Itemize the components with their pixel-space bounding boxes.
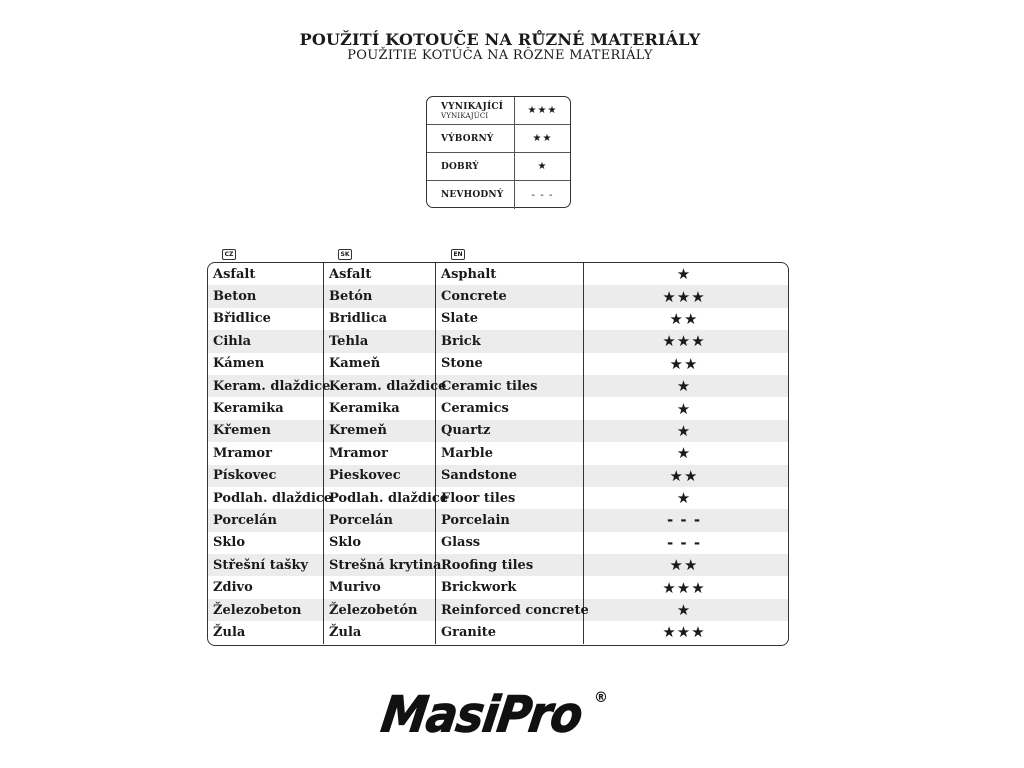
rating-cell: ★★ [669, 556, 699, 575]
legend-rating-stars: ★★ [532, 133, 553, 144]
material-sk-cell: Murivo [324, 576, 436, 598]
legend-label-main: VYNIKAJÍCÍ [441, 101, 504, 112]
legend-rating-stars: ★ [537, 161, 548, 172]
material-cz-cell: Porcelán [208, 509, 324, 531]
table-row [208, 308, 788, 330]
material-en-cell: Slate [436, 308, 584, 330]
rating-cell: ★ [676, 444, 692, 463]
rating-cell: ★★★ [662, 287, 706, 306]
material-cz-cell: Mramor [208, 442, 324, 464]
material-cz-cell: Keramika [208, 397, 324, 419]
material-cz-cell: Křemen [208, 420, 324, 442]
material-sk-cell: Asfalt [324, 263, 436, 285]
table-row [208, 375, 788, 397]
material-en-cell: Stone [436, 353, 584, 375]
rating-cell: ★ [676, 265, 692, 284]
material-sk-cell: Tehla [324, 330, 436, 352]
table-row [208, 487, 788, 509]
table-row [208, 353, 788, 375]
material-en-cell: Brickwork [436, 576, 584, 598]
legend-label-main: DOBRÝ [441, 161, 479, 172]
material-sk-cell: Keramika [324, 397, 436, 419]
rating-cell: ★★★ [662, 623, 706, 642]
lang-tag-cz: CZ [222, 249, 236, 260]
material-sk-cell: Sklo [324, 532, 436, 554]
logo-wordmark: MasiPro [377, 684, 586, 744]
table-row [208, 285, 788, 307]
material-en-cell: Marble [436, 442, 584, 464]
rating-cell: ★★★ [662, 578, 706, 597]
table-row [208, 420, 788, 442]
legend-row-good [427, 153, 570, 181]
rating-cell: ★ [676, 377, 692, 396]
material-en-cell: Concrete [436, 285, 584, 307]
material-cz-cell: Břidlice [208, 308, 324, 330]
masipro-logo [377, 684, 622, 750]
legend-label-sub: VYNIKAJÚCI [441, 111, 489, 120]
material-en-cell: Ceramics [436, 397, 584, 419]
legend-row-very-good [427, 125, 570, 153]
material-sk-cell: Betón [324, 285, 436, 307]
rating-cell: ★ [676, 489, 692, 508]
table-row [208, 263, 788, 285]
rating-cell: ★ [676, 399, 692, 418]
material-en-cell: Porcelain [436, 509, 584, 531]
legend-rating-stars: ★★★ [527, 105, 558, 116]
material-sk-cell: Bridlica [324, 308, 436, 330]
material-sk-cell: Strešná krytina [324, 554, 436, 576]
table-row [208, 509, 788, 531]
table-row [208, 465, 788, 487]
material-en-cell: Quartz [436, 420, 584, 442]
material-cz-cell: Podlah. dlaždice [208, 487, 324, 509]
legend-label [427, 153, 515, 180]
material-en-cell: Glass [436, 532, 584, 554]
materials-table [207, 262, 789, 646]
rating-cell: - - - [666, 511, 702, 530]
table-row [208, 532, 788, 554]
lang-tag-sk: SK [338, 249, 352, 260]
material-sk-cell: Mramor [324, 442, 436, 464]
material-cz-cell: Železobeton [208, 599, 324, 621]
material-sk-cell: Kremeň [324, 420, 436, 442]
material-cz-cell: Zdivo [208, 576, 324, 598]
title-block [0, 30, 1000, 63]
material-en-cell: Asphalt [436, 263, 584, 285]
rating-cell: - - - [666, 533, 702, 552]
material-cz-cell: Beton [208, 285, 324, 307]
legend-label [427, 125, 515, 152]
material-sk-cell: Kameň [324, 353, 436, 375]
table-row [208, 599, 788, 621]
table-row [208, 442, 788, 464]
rating-legend [426, 96, 571, 208]
rating-cell: ★★★ [662, 332, 706, 351]
material-en-cell: Granite [436, 621, 584, 643]
material-sk-cell: Žula [324, 621, 436, 643]
material-en-cell: Brick [436, 330, 584, 352]
material-cz-cell: Cihla [208, 330, 324, 352]
rating-cell: ★ [676, 421, 692, 440]
legend-rating-dashes: - - - [531, 189, 554, 201]
lang-tag-en: EN [451, 249, 465, 260]
material-cz-cell: Střešní tašky [208, 554, 324, 576]
material-sk-cell: Porcelán [324, 509, 436, 531]
material-cz-cell: Pískovec [208, 465, 324, 487]
legend-label-main: VÝBORNÝ [441, 133, 494, 144]
table-row [208, 621, 788, 643]
material-cz-cell: Žula [208, 621, 324, 643]
registered-mark: ® [594, 690, 608, 706]
legend-row-unsuitable [427, 181, 570, 209]
legend-label [427, 181, 515, 209]
material-en-cell: Floor tiles [436, 487, 584, 509]
page-title-sk: POUŽITIE KOTÚČA NA RÔZNE MATERIÁLY [347, 48, 653, 63]
material-sk-cell: Keram. dlaždice [324, 375, 436, 397]
material-cz-cell: Keram. dlaždice [208, 375, 324, 397]
rating-cell: ★★ [669, 309, 699, 328]
material-en-cell: Reinforced concrete [436, 599, 584, 621]
page-title-cz: POUŽITÍ KOTOUČE NA RŮZNÉ MATERIÁLY [299, 30, 701, 49]
table-row [208, 397, 788, 419]
material-en-cell: Roofing tiles [436, 554, 584, 576]
material-sk-cell: Železobetón [324, 599, 436, 621]
table-row [208, 576, 788, 598]
legend-label-main: NEVHODNÝ [441, 190, 504, 200]
legend-label [427, 97, 515, 124]
material-en-cell: Sandstone [436, 465, 584, 487]
table-row [208, 330, 788, 352]
material-en-cell: Ceramic tiles [436, 375, 584, 397]
table-row [208, 554, 788, 576]
material-cz-cell: Asfalt [208, 263, 324, 285]
rating-cell: ★ [676, 601, 692, 620]
legend-row-excellent [427, 97, 570, 125]
material-sk-cell: Pieskovec [324, 465, 436, 487]
material-cz-cell: Kámen [208, 353, 324, 375]
material-cz-cell: Sklo [208, 532, 324, 554]
rating-cell: ★★ [669, 354, 699, 373]
rating-cell: ★★ [669, 466, 699, 485]
material-sk-cell: Podlah. dlaždice [324, 487, 436, 509]
